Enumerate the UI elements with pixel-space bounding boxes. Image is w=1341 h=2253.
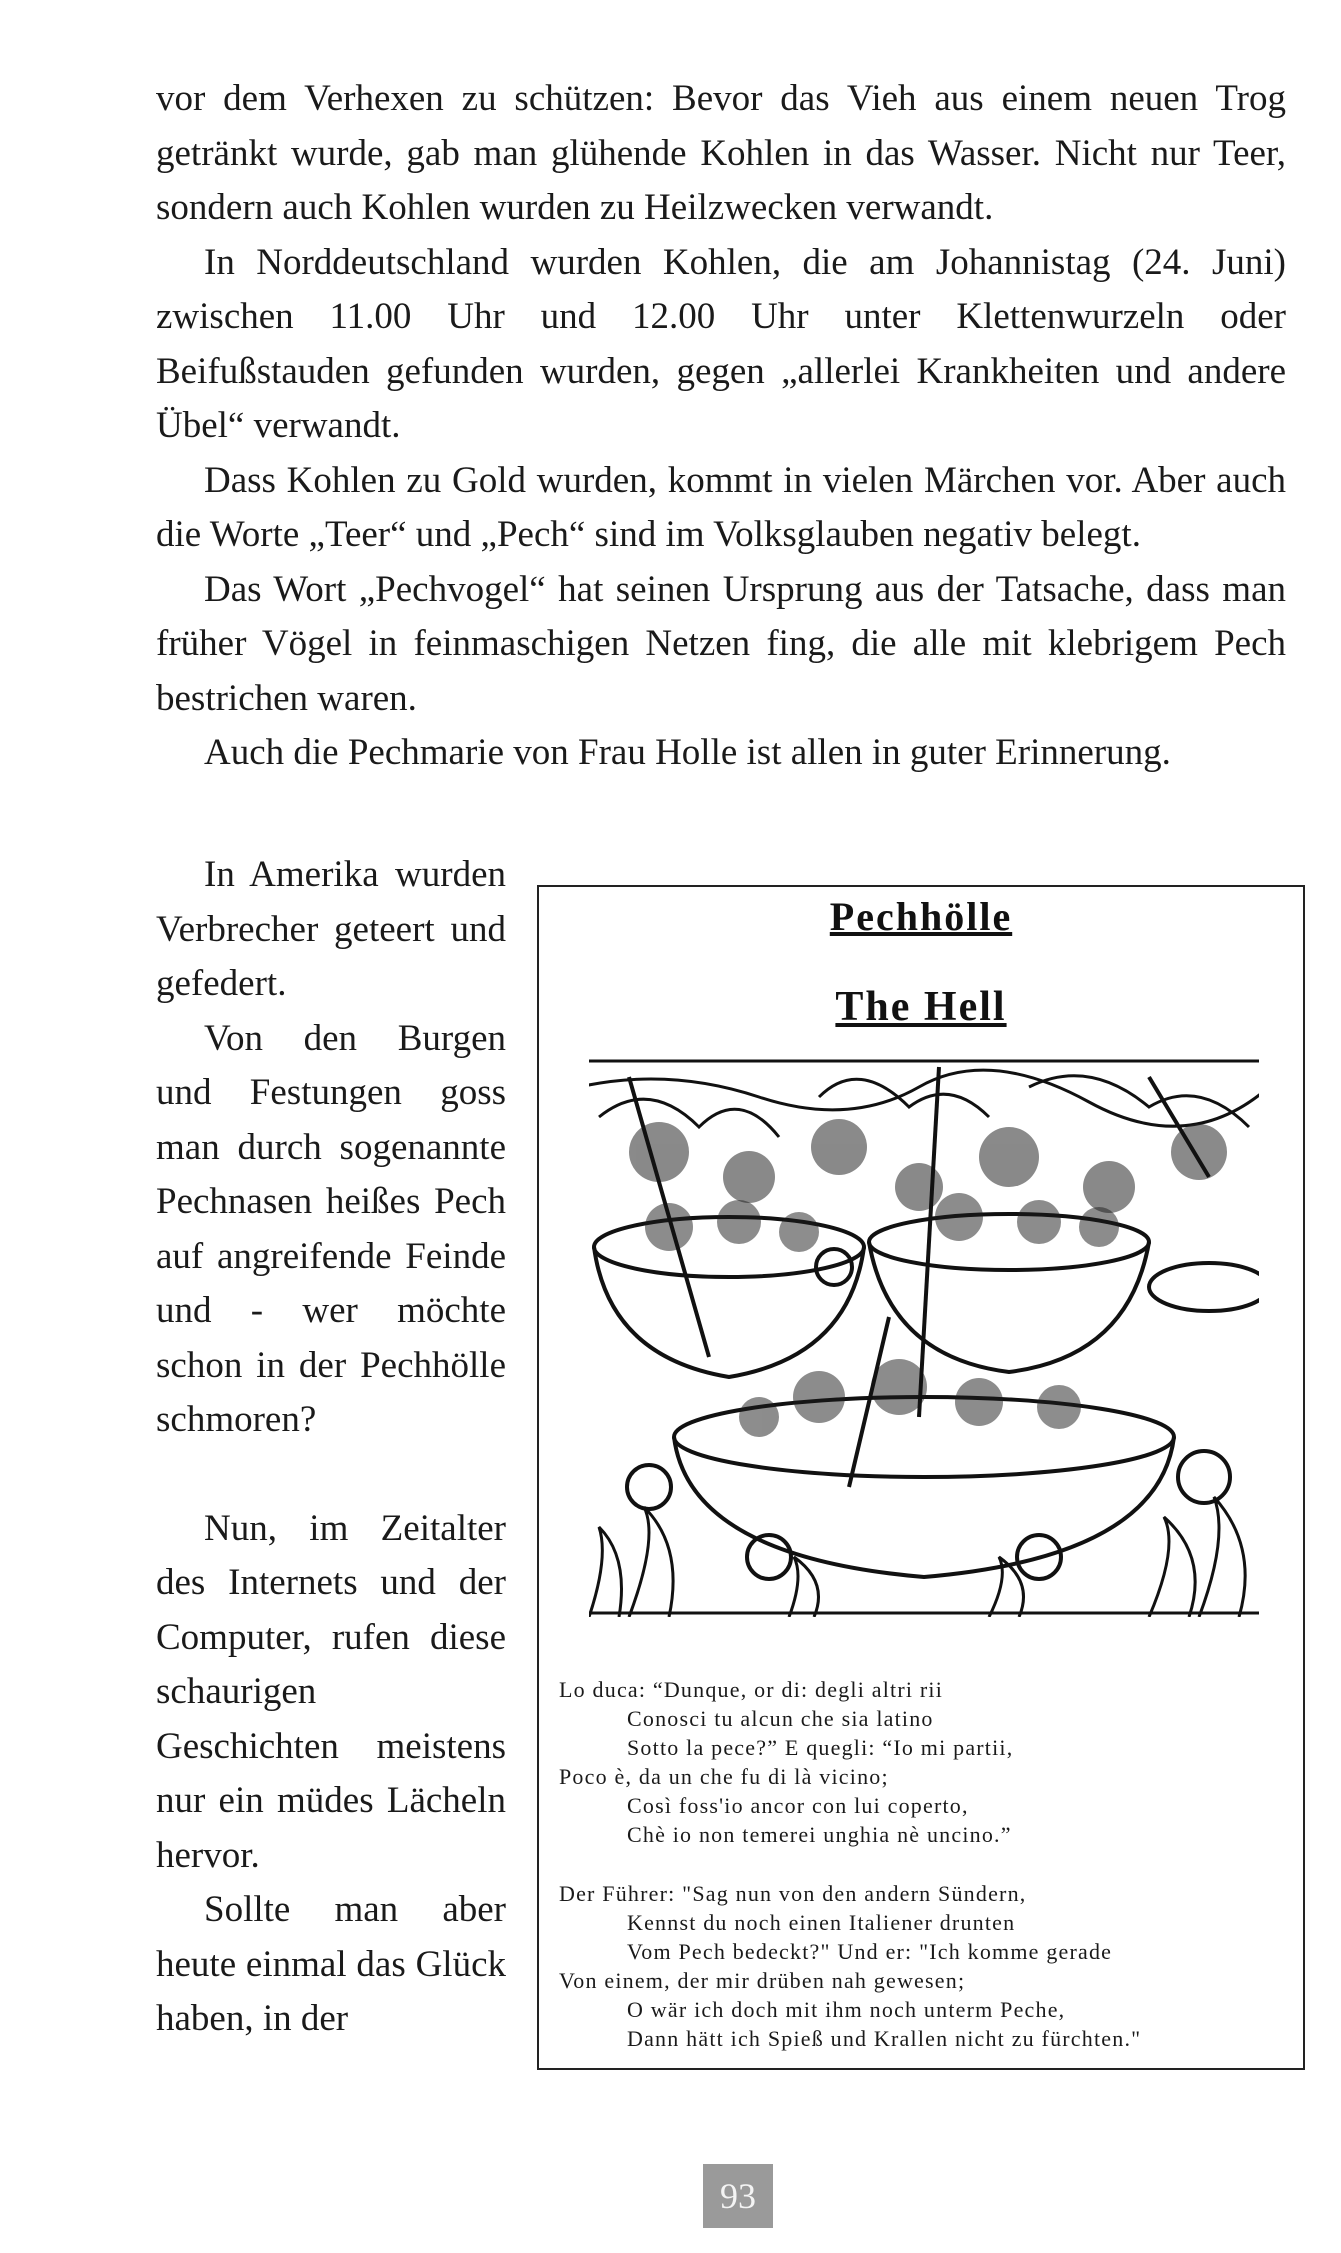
verse-line: O wär ich doch mit ihm noch unterm Peche, <box>627 1997 1066 2022</box>
verse-line: Von einem, der mir drüben nah gewesen; <box>559 1968 966 1993</box>
full-width-text <box>156 72 1286 781</box>
verse-line: Così foss'io ancor con lui coperto, <box>627 1793 969 1818</box>
paragraph: In Norddeutschland wurden Kohlen, die am Johannistag (24. Juni) zwischen 11.00 Uhr und 12.00 Uhr unter Klettenwurzeln oder Beifußstauden gefunden wurden, gegen „allerlei Krankheiten und andere Übel“ verwandt. <box>156 241 1286 446</box>
page-number: 93 <box>703 2164 773 2228</box>
verse-line: Der Führer: "Sag nun von den andern Sündern, <box>559 1881 1027 1906</box>
verse-line: Chè io non temerei unghia nè uncino.” <box>627 1822 1012 1847</box>
paragraph: Sollte man aber heute einmal das Glück haben, in der <box>156 1889 506 2039</box>
german-verse <box>559 1879 1289 2053</box>
verse-line: Vom Pech bedeckt?" Und er: "Ich komme gerade <box>627 1939 1113 1964</box>
figure-title-english: The Hell <box>835 984 1007 1030</box>
verse-line: Kennst du noch einen Italiener drunten <box>627 1910 1016 1935</box>
paragraph: Nun, im Zeitalter des Internets und der Computer, rufen diese schaurigen Geschichten meistens nur ein müdes Lächeln hervor. <box>156 1507 506 1876</box>
paragraph: Das Wort „Pechvogel“ hat seinen Ursprung aus der Tatsache, dass man früher Vögel in feinmaschigen Netzen fing, die alle mit klebrigem Pech bestrichen waren. <box>156 568 1286 719</box>
verse-line: Sotto la pece?” E quegli: “Io mi partii, <box>627 1735 1014 1760</box>
verse-line: Dann hätt ich Spieß und Krallen nicht zu fürchten." <box>627 2026 1142 2051</box>
paragraph: vor dem Verhexen zu schützen: Bevor das Vieh aus einem neuen Trog getränkt wurde, gab man glühende Kohlen in das Wasser. Nicht nur Teer, sondern auch Kohlen wurden zu Heilzwecken verwandt. <box>156 78 1286 228</box>
paragraph: Dass Kohlen zu Gold wurden, kommt in vielen Märchen vor. Aber auch die Worte „Teer“ und „Pech“ sind im Volksglauben negativ belegt. <box>156 459 1286 555</box>
left-column-text <box>156 848 506 2047</box>
figure-box <box>537 885 1305 2070</box>
paragraph: Von den Burgen und Festungen goss man durch sogenannte Pechnasen heißes Pech auf angreifende Feinde und - wer möchte schon in der Pechhölle schmoren? <box>156 1017 506 1440</box>
paragraph: Auch die Pechmarie von Frau Holle ist allen in guter Erinnerung. <box>204 732 1171 773</box>
verse-line: Poco è, da un che fu di là vicino; <box>559 1764 889 1789</box>
verse-line: Conosci tu alcun che sia latino <box>627 1706 934 1731</box>
italian-verse <box>559 1675 1289 1849</box>
figure-title-german: Pechhölle <box>829 894 1013 939</box>
hell-woodcut-illustration <box>589 1057 1259 1617</box>
verse-line: Lo duca: “Dunque, or di: degli altri rii <box>559 1677 944 1702</box>
paragraph: In Amerika wurden Verbrecher geteert und gefedert. <box>156 854 506 1004</box>
